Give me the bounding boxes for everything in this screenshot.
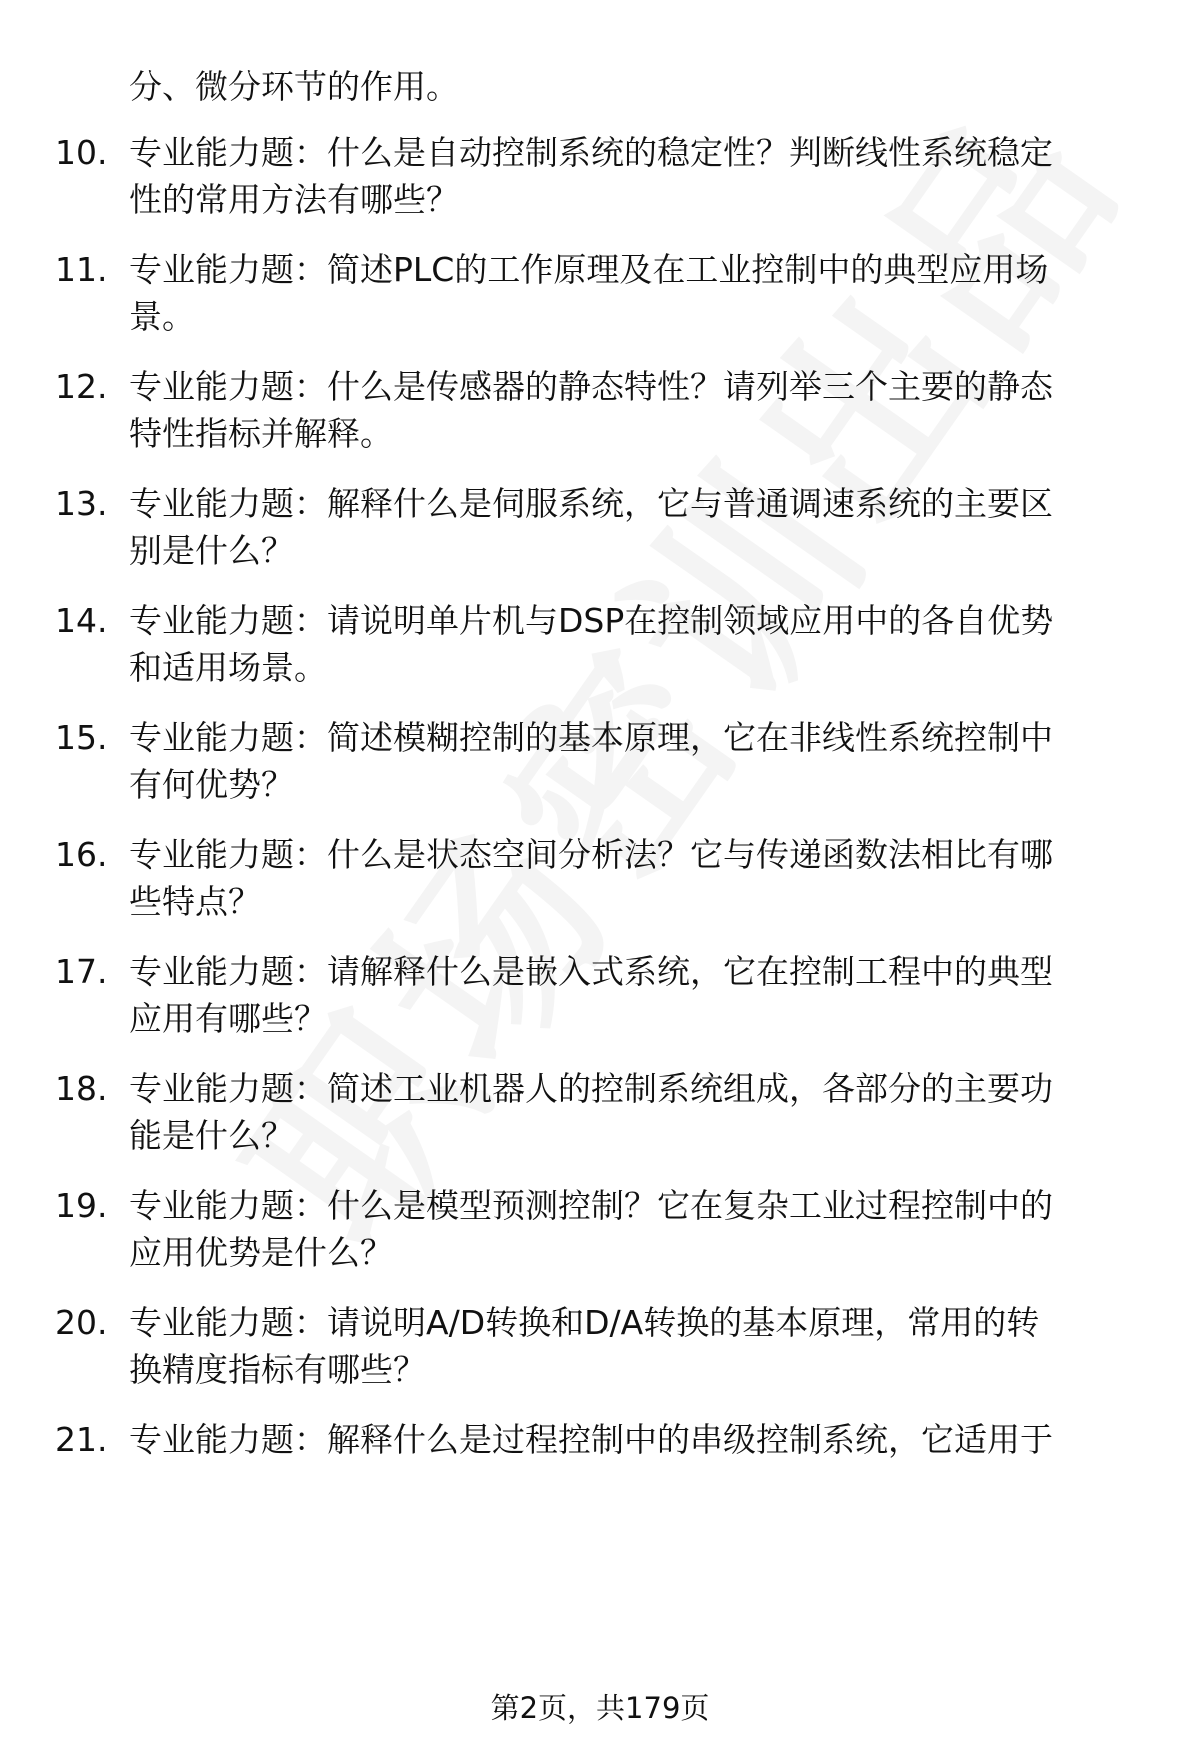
question-text-line1: 专业能力题：请说明单片机与DSP在控制领域应用中的各自优势 [129, 601, 1054, 640]
question-text-line2: 应用有哪些？ [129, 999, 327, 1038]
question-text-line2: 别是什么？ [129, 531, 294, 570]
question-number: 17. [55, 952, 108, 991]
question-number: 15. [55, 718, 108, 757]
question-text-line2: 有何优势？ [129, 765, 294, 804]
question-text-line2: 性的常用方法有哪些？ [129, 180, 459, 219]
question-text-line1: 专业能力题：简述模糊控制的基本原理，它在非线性系统控制中 [129, 718, 1053, 757]
question-text-line1: 专业能力题：请解释什么是嵌入式系统，它在控制工程中的典型 [129, 952, 1053, 991]
page-footer: 第2页，共179页 [490, 1691, 710, 1725]
question-number: 11. [55, 250, 108, 289]
question-text-line1: 专业能力题：什么是自动控制系统的稳定性？判断线性系统稳定 [129, 133, 1053, 172]
question-number: 14. [55, 601, 108, 640]
question-number: 21. [55, 1420, 108, 1459]
question-text-line1: 专业能力题：什么是状态空间分析法？它与传递函数法相比有哪 [129, 835, 1053, 874]
question-text-line2: 应用优势是什么？ [129, 1233, 393, 1272]
question-text-line2: 和适用场景。 [129, 648, 327, 687]
question-number: 19. [55, 1186, 108, 1225]
question-text-line1: 专业能力题：什么是模型预测控制？它在复杂工业过程控制中的 [129, 1186, 1053, 1225]
question-number: 18. [55, 1069, 108, 1108]
question-text-line1: 专业能力题：请说明A/D转换和D/A转换的基本原理，常用的转 [129, 1303, 1040, 1342]
question-number: 10. [55, 133, 108, 172]
question-number: 12. [55, 367, 108, 406]
question-text-line2: 能是什么？ [129, 1116, 294, 1155]
question-text-line1: 专业能力题：解释什么是过程控制中的串级控制系统，它适用于 [129, 1420, 1053, 1459]
question-text-line1: 专业能力题：简述工业机器人的控制系统组成，各部分的主要功 [129, 1069, 1053, 1108]
continuation-text: 分、微分环节的作用。 [129, 67, 459, 106]
question-number: 13. [55, 484, 108, 523]
question-text-line2: 景。 [129, 297, 195, 336]
question-number: 20. [55, 1303, 108, 1342]
question-text-line1: 专业能力题：解释什么是伺服系统，它与普通调速系统的主要区 [129, 484, 1053, 523]
question-text-line1: 专业能力题：简述PLC的工作原理及在工业控制中的典型应用场 [129, 250, 1049, 289]
question-text-line2: 换精度指标有哪些？ [129, 1350, 426, 1389]
question-number: 16. [55, 835, 108, 874]
question-text-line2: 特性指标并解释。 [129, 414, 393, 453]
question-text-line2: 些特点？ [129, 882, 261, 921]
question-text-line1: 专业能力题：什么是传感器的静态特性？请列举三个主要的静态 [129, 367, 1053, 406]
